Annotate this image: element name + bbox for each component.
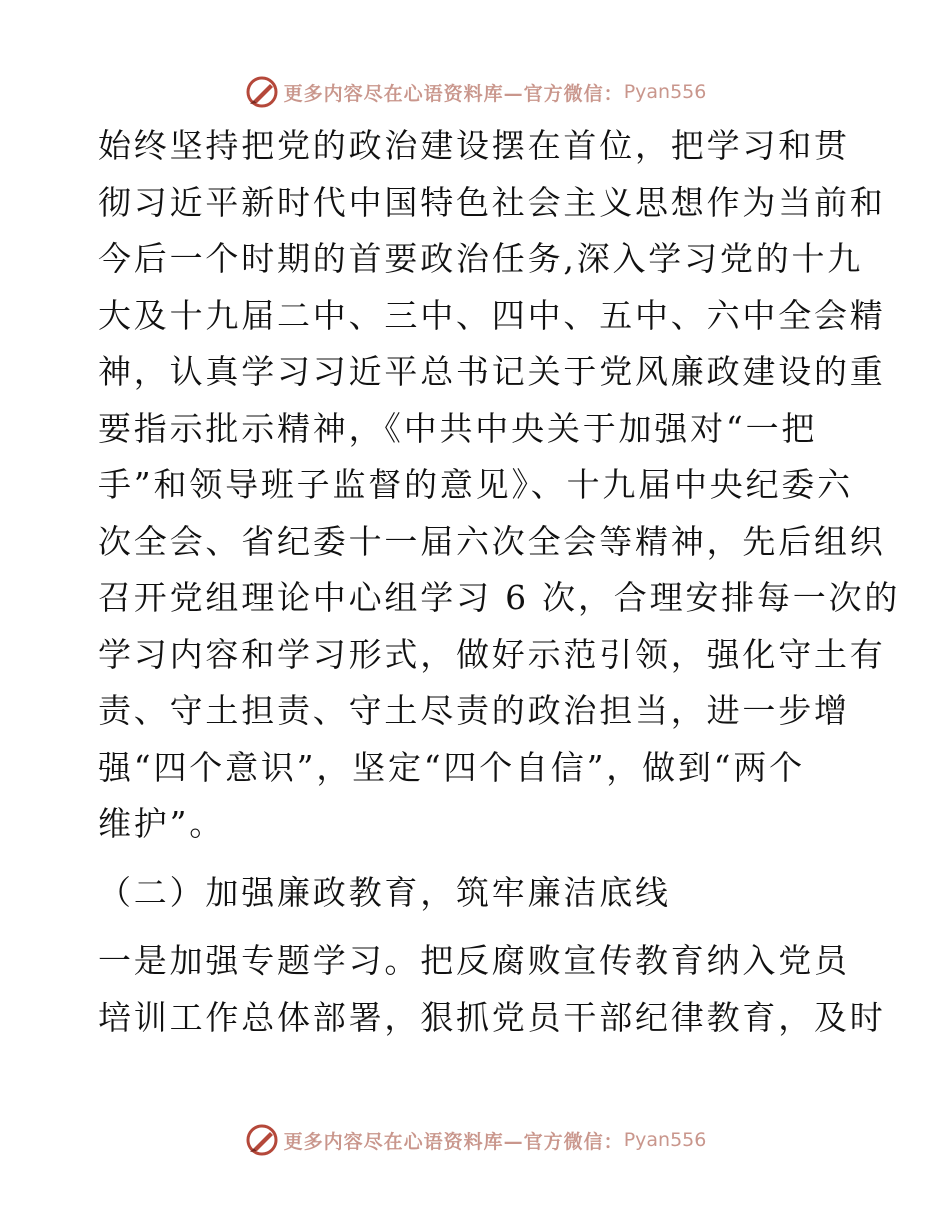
watermark-label: 官方微信： [523, 82, 624, 105]
body-line: 今后一个时期的首要政治任务,深入学习党的十九 [98, 239, 864, 278]
body-line: 始终坚持把党的政治建设摆在首位，把学习和贯 [98, 126, 850, 165]
body-line: 维护”。 [98, 804, 226, 843]
watermark-footer [0, 1120, 950, 1160]
body-line: 责、守土担责、守土尽责的政治担当，进一步增 [98, 691, 850, 730]
body-line: 强“四个意识”，坚定“四个自信”，做到“两个 [98, 747, 805, 787]
watermark-header [0, 72, 950, 112]
body-line: 大及十九届二中、三中、四中、五中、六中全会精 [98, 295, 886, 335]
body-line: 次全会、省纪委十一届六次全会等精神，先后组织 [98, 521, 886, 561]
watermark-id: Pyan556 [623, 1129, 707, 1151]
body-line: 培训工作总体部署，狠抓党员干部纪律教育，及时 [98, 997, 886, 1037]
document-body [98, 118, 901, 1046]
watermark-id: Pyan556 [623, 81, 707, 103]
watermark-label: 官方微信： [523, 1130, 624, 1153]
watermark-text: 更多内容尽在心语资料库— [283, 82, 524, 105]
watermark-text: 更多内容尽在心语资料库— [283, 1130, 524, 1153]
body-line: 神，认真学习习近平总书记关于党风廉政建设的重 [98, 352, 886, 391]
body-line: 要指示批示精神，《中共中央关于加强对“一把 [98, 408, 818, 448]
body-line: 彻习近平新时代中国特色社会主义思想作为当前和 [98, 182, 886, 222]
body-line: 一是加强专题学习。把反腐败宣传教育纳入党员 [98, 941, 850, 980]
body-line: 学习内容和学习形式，做好示范引领，强化守土有 [98, 634, 886, 674]
pen-logo-icon [244, 1122, 280, 1158]
body-line: 召开党组理论中心组学习 6 次，合理安排每一次的 [98, 578, 901, 617]
section-heading: （二）加强廉政教育，筑牢廉洁底线 [98, 872, 671, 912]
pen-logo-icon [244, 74, 280, 110]
body-line: 手”和领导班子监督的意见》、十九届中央纪委六 [98, 465, 853, 504]
